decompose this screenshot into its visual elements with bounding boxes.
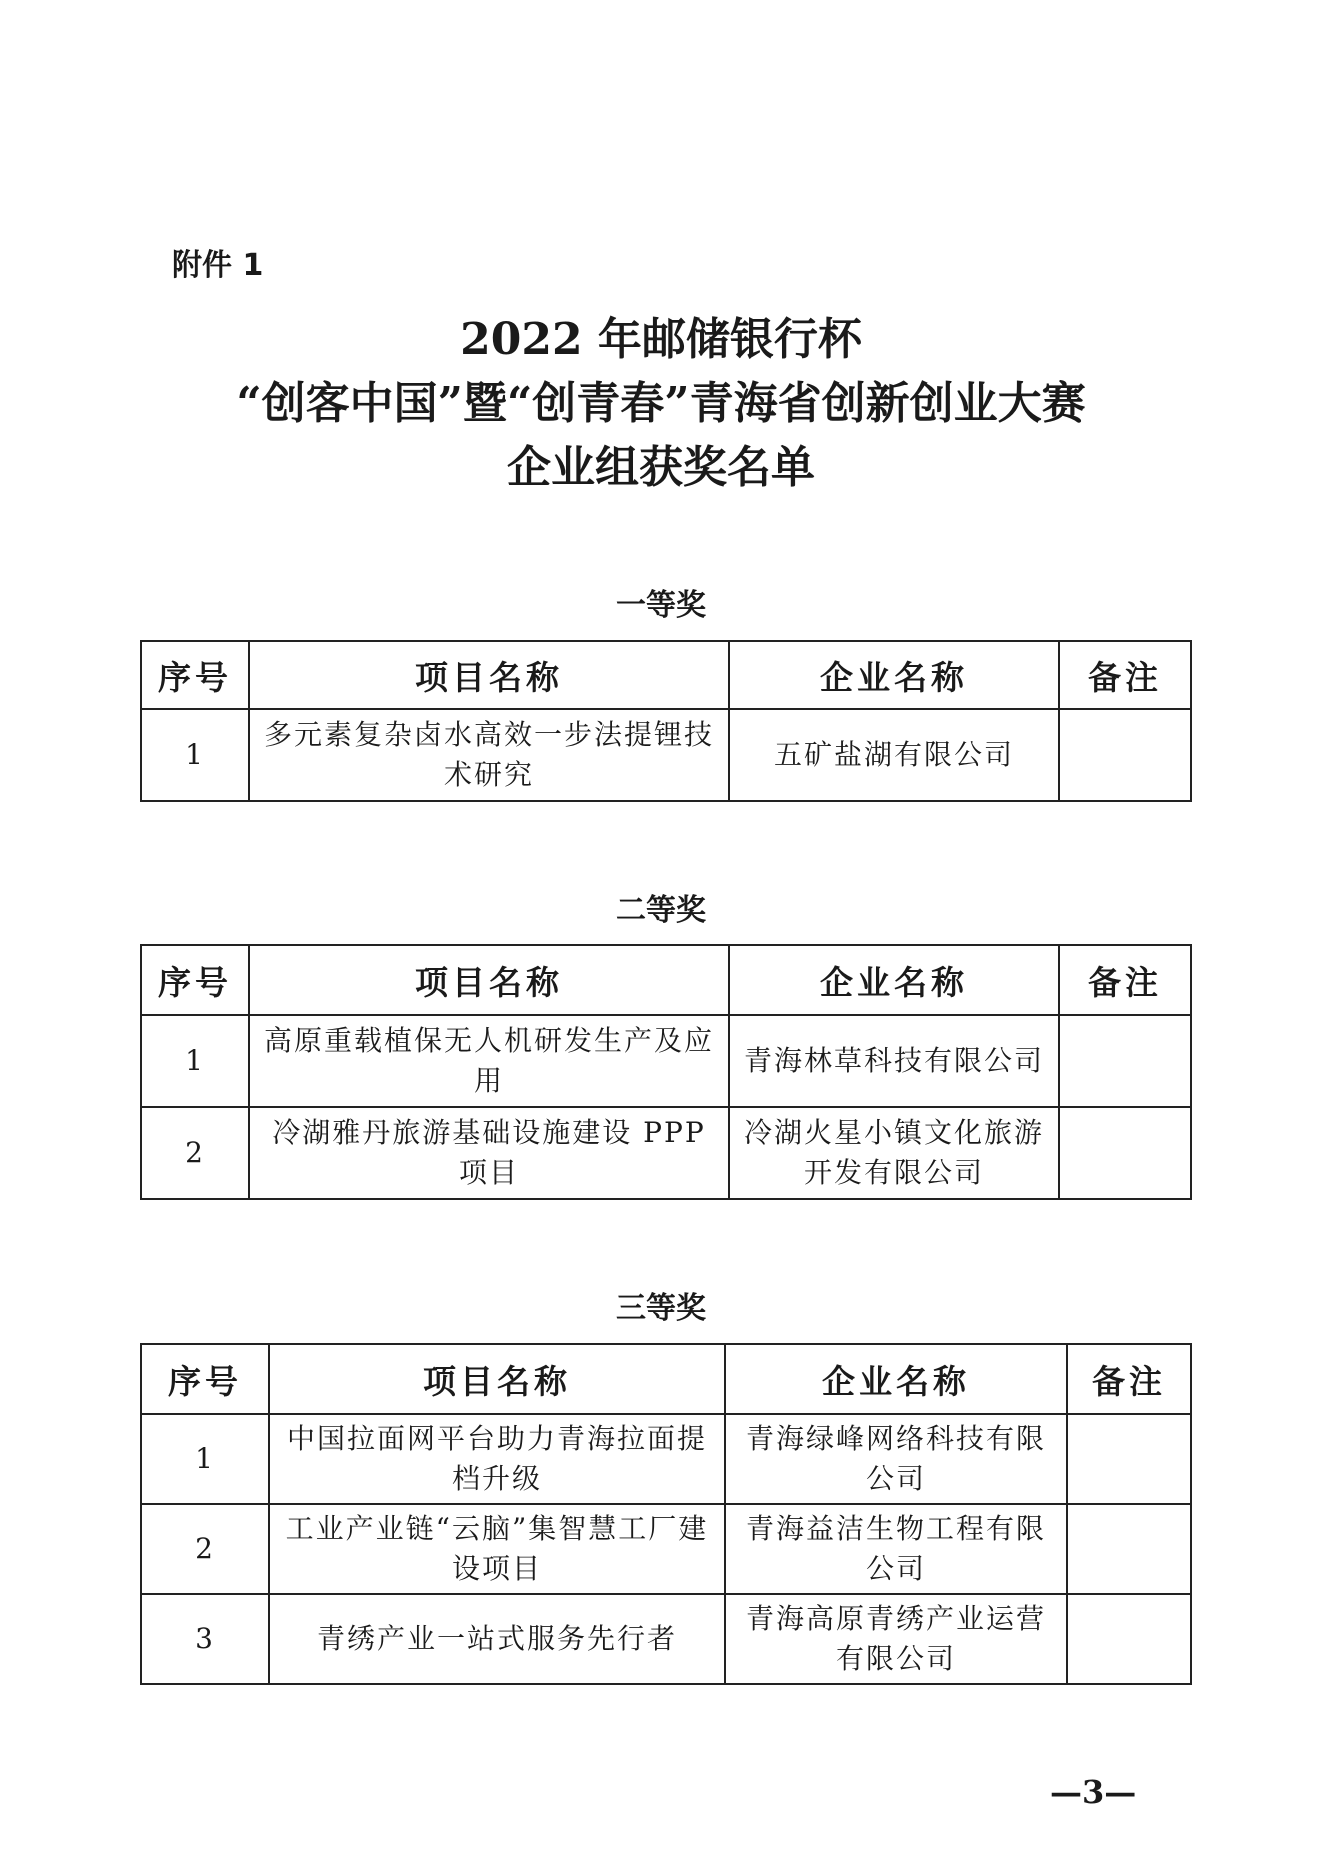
table-header-row [141,1344,1191,1414]
header-note: 备注 [1059,945,1191,1015]
cell-company: 冷湖火星小镇文化旅游开发有限公司 [729,1107,1059,1199]
cell-no: 1 [141,709,249,801]
cell-project: 中国拉面网平台助力青海拉面提档升级 [269,1414,725,1504]
cell-note [1059,1015,1191,1107]
cell-no: 2 [141,1504,269,1594]
cell-no: 1 [141,1015,249,1107]
title-line-2: “创客中国”暨“创青春”青海省创新创业大赛 [236,378,1086,429]
title-line-1: 2022 年邮储银行杯 [460,314,862,365]
header-no: 序号 [141,1344,269,1414]
cell-note [1067,1414,1191,1504]
header-project: 项目名称 [269,1344,725,1414]
third-prize-table [140,1343,1192,1685]
table-row [141,1107,1191,1199]
attachment-label: 附件 1 [172,248,264,283]
table-header-row [141,945,1191,1015]
cell-no: 1 [141,1414,269,1504]
cell-company: 青海林草科技有限公司 [729,1015,1059,1107]
table-row [141,709,1191,801]
cell-note [1067,1504,1191,1594]
cell-project: 冷湖雅丹旅游基础设施建设 PPP 项目 [249,1107,729,1199]
third-prize-heading: 三等奖 [616,1291,706,1326]
page-number: —3— [1050,1773,1137,1811]
header-no: 序号 [141,945,249,1015]
table-header-row [141,641,1191,709]
cell-note [1059,709,1191,801]
cell-company: 青海益洁生物工程有限公司 [725,1504,1067,1594]
cell-company: 青海高原青绣产业运营有限公司 [725,1594,1067,1684]
header-note: 备注 [1067,1344,1191,1414]
table-row [141,1504,1191,1594]
second-prize-table [140,944,1192,1200]
cell-project: 青绣产业一站式服务先行者 [269,1594,725,1684]
first-prize-table [140,640,1192,802]
header-company: 企业名称 [729,641,1059,709]
cell-company: 五矿盐湖有限公司 [729,709,1059,801]
header-note: 备注 [1059,641,1191,709]
title-line-3: 企业组获奖名单 [507,442,815,493]
header-no: 序号 [141,641,249,709]
cell-no: 2 [141,1107,249,1199]
header-project: 项目名称 [249,641,729,709]
cell-company: 青海绿峰网络科技有限公司 [725,1414,1067,1504]
first-prize-heading: 一等奖 [616,588,706,623]
cell-no: 3 [141,1594,269,1684]
cell-project: 高原重载植保无人机研发生产及应用 [249,1015,729,1107]
header-company: 企业名称 [725,1344,1067,1414]
cell-note [1059,1107,1191,1199]
cell-project: 工业产业链“云脑”集智慧工厂建设项目 [269,1504,725,1594]
table-row [141,1015,1191,1107]
table-row [141,1414,1191,1504]
second-prize-heading: 二等奖 [616,893,706,928]
header-company: 企业名称 [729,945,1059,1015]
table-row [141,1594,1191,1684]
cell-project: 多元素复杂卤水高效一步法提锂技术研究 [249,709,729,801]
cell-note [1067,1594,1191,1684]
header-project: 项目名称 [249,945,729,1015]
